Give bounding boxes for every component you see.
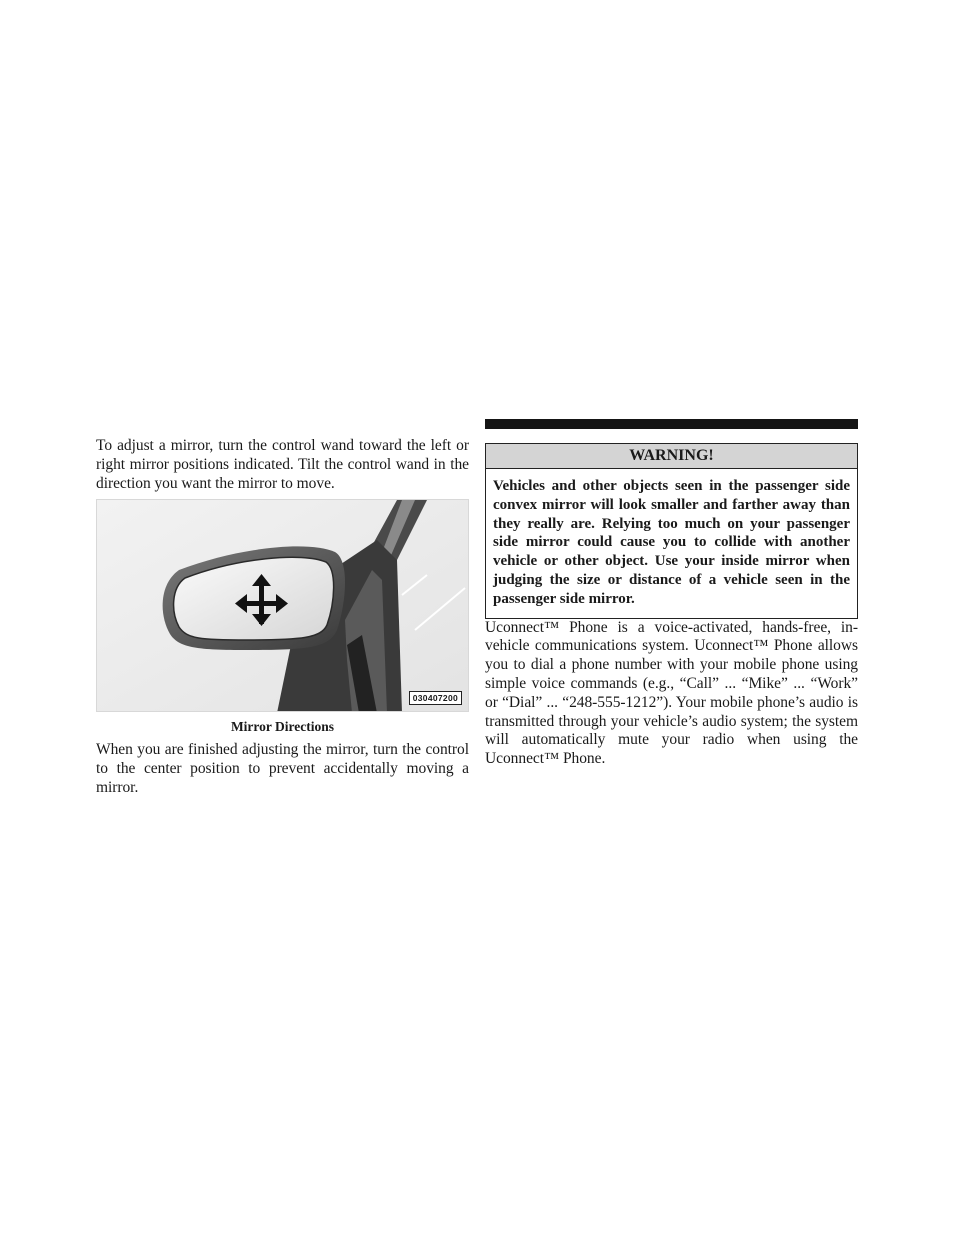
section-rule [485,419,858,429]
mirror-adjust-paragraph: To adjust a mirror, turn the control wand toward the left or right mirror positions indicated. Tilt the control wand in the direction you want the mirror to move. [96,437,469,492]
left-column [96,437,469,798]
finish-adjust-paragraph: When you are finished adjusting the mirror, turn the control to the center position to prevent accidentally moving a mirror. [96,741,469,796]
uconnect-paragraph: Uconnect™ Phone is a voice-activated, hands-free, in-vehicle communications system. Uconnect™ Phone allows you to dial a phone number with your mobile phone using simple voice commands (e.g., “Call” ... “Mike” ... “Work” or “Dial” ... “248-555-1212”). Your mobile phone’s audio is transmitted through your vehicle’s audio system; the system will automatically mute your radio when using the Uconnect™ Phone. [485,618,858,768]
warning-text: Vehicles and other objects seen in the passenger side convex mirror will look smaller and farther away than they really are. Relying too much on your passenger side mirror could cause you to collide with another vehicle or other object. Use your inside mirror when judging the size or distance of a vehicle seen in the passenger side mirror. [493,478,850,607]
figure-code: 030407200 [409,691,462,705]
right-column [485,419,858,769]
warning-title: WARNING! [486,444,857,469]
mirror-illustration [97,500,469,712]
mirror-figure [96,499,469,712]
figure-caption: Mirror Directions [230,719,335,735]
warning-box [485,443,858,619]
